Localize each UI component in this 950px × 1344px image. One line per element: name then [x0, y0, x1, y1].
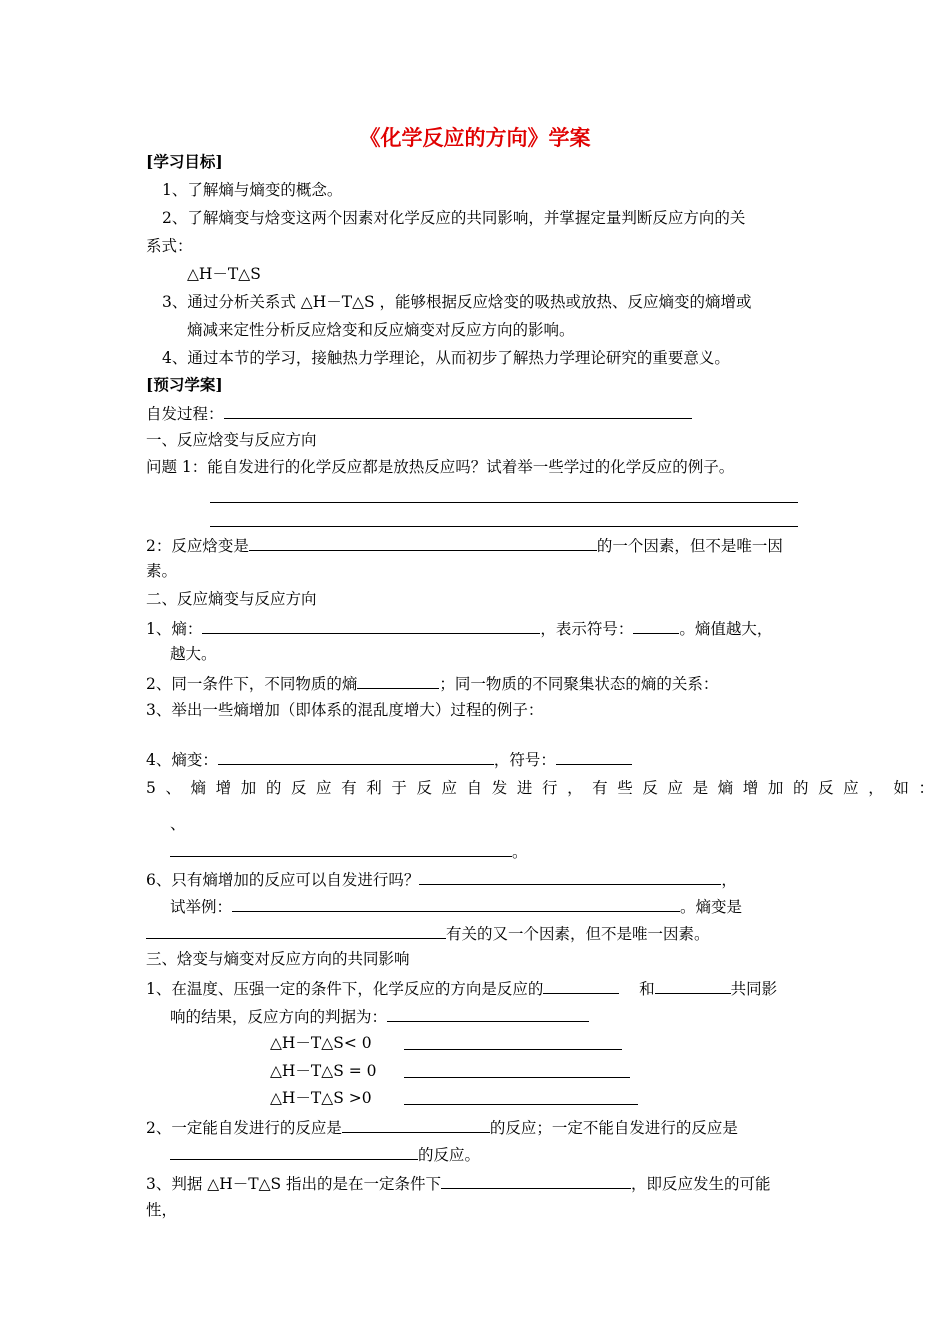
- entropy-compare-blank[interactable]: [357, 672, 439, 689]
- goal-3-line2: 熵减来定性分析反应焓变和反应熵变对反应方向的影响。: [187, 321, 575, 339]
- entropy-example-line: [170, 895, 742, 917]
- criterion-lt-blank[interactable]: [404, 1049, 622, 1050]
- entropy-item-6-prefix: 6、只有熵增加的反应可以自发进行吗？: [146, 871, 420, 889]
- combined-item-2-prefix: 2、一定能自发进行的反应是: [146, 1119, 342, 1137]
- question-2-cont: 素。: [146, 562, 178, 580]
- criterion-eq-blank[interactable]: [404, 1077, 630, 1078]
- criterion-eq-formula: △H－T△S = 0: [270, 1062, 377, 1080]
- entropy-item-6-suffix: ，: [721, 871, 737, 889]
- combined-item-3-cont: 性，: [146, 1201, 178, 1219]
- entropy-factor-suffix: 有关的又一个因素，但不是唯一因素。: [446, 925, 710, 943]
- entropy-change-prefix: 4、熵变：: [146, 751, 218, 769]
- entropy-item-2: [146, 672, 718, 694]
- entropy-symbol-label: ，表示符号：: [540, 620, 634, 638]
- combined-blank-2[interactable]: [655, 977, 731, 994]
- entropy-increase-blank[interactable]: [170, 840, 512, 857]
- entropy-example-blank[interactable]: [232, 895, 680, 912]
- answer-line-2[interactable]: [210, 526, 798, 527]
- criterion-label: 响的结果，反应方向的判据为：: [170, 1008, 388, 1026]
- combined-item-1-prefix: 1、在温度、压强一定的条件下，化学反应的方向是反应的: [146, 980, 544, 998]
- combined-item-3: [146, 1172, 771, 1194]
- entropy-example-prefix: 试举例：: [170, 898, 233, 916]
- combined-blank-1[interactable]: [543, 977, 619, 994]
- combined-item-2: [146, 1116, 738, 1138]
- combined-item-2-cont: [170, 1143, 480, 1165]
- enthalpy-blank[interactable]: [249, 534, 597, 551]
- entropy-def-cont: 越大。: [170, 645, 217, 663]
- entropy-def-prefix: 1、熵：: [146, 620, 203, 638]
- question-2-suffix: 的一个因素，但不是唯一因: [596, 537, 783, 555]
- goal-2-formula: △H－T△S: [187, 265, 261, 283]
- combined-and: 和: [639, 980, 655, 998]
- criterion-gt-formula: △H－T△S >0: [270, 1089, 372, 1107]
- goals-header: [学习目标]: [146, 152, 223, 171]
- entropy-symbol-blank[interactable]: [633, 617, 679, 634]
- criterion-lt-formula: △H－T△S< 0: [270, 1034, 372, 1052]
- criterion-line: [170, 1005, 589, 1027]
- section-3-title: 三、焓变与熵变对反应方向的共同影响: [146, 950, 410, 968]
- entropy-item-5: 5、熵增加的反应有利于反应自发进行，有些反应是熵增加的反应，如：: [146, 779, 944, 797]
- section-1-title: 一、反应焓变与反应方向: [146, 431, 317, 449]
- entropy-change-line: [146, 748, 632, 770]
- goal-2-line1: 2、了解熵变与焓变这两个因素对化学反应的共同影响，并掌握定量判断反应方向的关: [162, 209, 746, 227]
- criterion-gt-blank[interactable]: [404, 1104, 638, 1105]
- criterion-lt: [270, 1033, 372, 1053]
- entropy-def-suffix: 。熵值越大，: [679, 620, 773, 638]
- entropy-item-5-answer: [170, 840, 528, 862]
- entropy-item-2-prefix: 2、同一条件下，不同物质的熵: [146, 675, 358, 693]
- combined-item-2-middle: 的反应；一定不能自发进行的反应是: [489, 1119, 738, 1137]
- entropy-item-6-blank[interactable]: [419, 868, 721, 885]
- entropy-change-symbol-label: ，符号：: [493, 751, 556, 769]
- combined-item-2-suffix: 的反应。: [418, 1146, 481, 1164]
- entropy-change-blank[interactable]: [218, 748, 494, 765]
- answer-line-1[interactable]: [210, 502, 798, 503]
- page-title: 《化学反应的方向》学案: [359, 125, 591, 150]
- question-1: 问题 1：能自发进行的化学反应都是放热反应吗？试着举一些学过的化学反应的例子。: [146, 458, 735, 476]
- question-2-prefix: 2：反应焓变是: [146, 537, 249, 555]
- combined-item-1: [146, 977, 777, 999]
- question-2-line: [146, 534, 783, 556]
- entropy-item-3: 3、举出一些熵增加（即体系的混乱度增大）过程的例子：: [146, 701, 544, 719]
- entropy-item-2-suffix: ；同一物质的不同聚集状态的熵的关系：: [439, 675, 719, 693]
- spontaneous-blank[interactable]: [224, 402, 692, 419]
- entropy-def-line: [146, 617, 772, 639]
- entropy-factor-blank[interactable]: [146, 922, 446, 939]
- nonspontaneous-reaction-blank[interactable]: [170, 1143, 418, 1160]
- goal-1: 1、了解熵与熵变的概念。: [162, 181, 343, 199]
- criterion-eq: [270, 1061, 377, 1081]
- combined-item-1-suffix: 共同影: [730, 980, 778, 998]
- entropy-def-blank[interactable]: [202, 617, 540, 634]
- section-2-title: 二、反应熵变与反应方向: [146, 590, 317, 608]
- goal-4: 4、通过本节的学习，接触热力学理论，从而初步了解热力学理论研究的重要意义。: [162, 349, 730, 367]
- spontaneous-line: [146, 402, 692, 424]
- entropy-item-5-cont: 、: [170, 815, 186, 833]
- criterion-gt: [270, 1088, 372, 1108]
- criterion-meaning-blank[interactable]: [441, 1172, 631, 1189]
- preview-header: [预习学案]: [146, 375, 223, 394]
- entropy-item-5-end: 。: [512, 843, 528, 861]
- entropy-change-symbol-blank[interactable]: [556, 748, 632, 765]
- criterion-blank[interactable]: [387, 1005, 589, 1022]
- spontaneous-label: 自发过程：: [146, 405, 224, 423]
- spontaneous-reaction-blank[interactable]: [342, 1116, 490, 1133]
- entropy-example-suffix: 。熵变是: [680, 898, 743, 916]
- goal-2-line2: 系式：: [146, 237, 193, 255]
- entropy-factor-line: [146, 922, 710, 944]
- combined-item-3-prefix: 3、判据 △H－T△S 指出的是在一定条件下: [146, 1175, 442, 1193]
- combined-item-3-suffix: ，即反应发生的可能: [631, 1175, 771, 1193]
- entropy-item-6: [146, 868, 737, 890]
- goal-3-line1: 3、通过分析关系式 △H－T△S ，能够根据反应焓变的吸热或放热、反应熵变的熵增或: [162, 293, 752, 311]
